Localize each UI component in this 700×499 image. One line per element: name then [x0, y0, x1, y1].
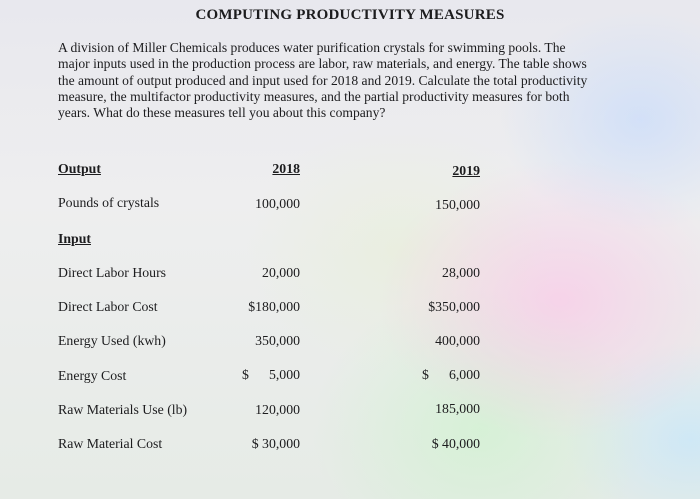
currency-symbol: $ — [422, 367, 429, 382]
year-2019-header: 2019 — [452, 163, 480, 178]
input-row-2018: $ 30,000 — [251, 436, 300, 451]
document-title: COMPUTING PRODUCTIVITY MEASURES — [195, 7, 505, 23]
input-row-label: Raw Materials Use (lb) — [58, 402, 188, 417]
input-row-2018: 350,000 — [255, 333, 300, 348]
input-row-label: Energy Cost — [58, 368, 127, 383]
input-row-2019: 28,000 — [442, 265, 480, 280]
input-row-2019: 400,000 — [435, 333, 480, 348]
input-row-label: Direct Labor Cost — [58, 299, 158, 314]
money-value — [422, 367, 480, 383]
input-header: Input — [58, 231, 91, 246]
paragraph-line: A division of Miller Chemicals produces water purification crystals for swimming pools. The — [58, 40, 566, 55]
input-row-2018: 20,000 — [262, 265, 300, 280]
input-row-label: Direct Labor Hours — [58, 265, 167, 280]
problem-paragraph — [58, 40, 670, 121]
input-row-2019: $ 40,000 — [431, 436, 480, 451]
amount: 6,000 — [448, 367, 480, 382]
output-row-2018: 100,000 — [255, 196, 300, 211]
paragraph-line: major inputs used in the production process are labor, raw materials, and energy. The table shows — [58, 56, 587, 72]
input-row-label: Raw Material Cost — [58, 436, 163, 451]
input-row-label: Energy Used (kwh) — [58, 333, 166, 348]
input-row-2018: $180,000 — [248, 299, 300, 314]
input-row-2018: 120,000 — [255, 402, 300, 417]
input-row-2019 — [380, 367, 480, 383]
input-row-2018 — [200, 367, 300, 383]
paragraph-line: the amount of output produced and input used for 2018 and 2019. Calculate the total productivity — [58, 72, 588, 88]
paragraph-line: years. What do these measures tell you about this company? — [58, 105, 386, 121]
output-header: Output — [58, 161, 101, 176]
paragraph-line: measure, the multifactor productivity measures, and the partial productivity measures for both — [58, 88, 570, 104]
money-value — [242, 367, 300, 383]
output-row-2019: 150,000 — [435, 197, 480, 212]
input-row-2019: $350,000 — [428, 299, 480, 314]
currency-symbol: $ — [242, 367, 249, 382]
input-row-2019: 185,000 — [435, 401, 480, 416]
output-row-label: Pounds of crystals — [58, 195, 160, 210]
amount: 5,000 — [268, 367, 300, 382]
year-2018-header: 2018 — [272, 161, 300, 176]
